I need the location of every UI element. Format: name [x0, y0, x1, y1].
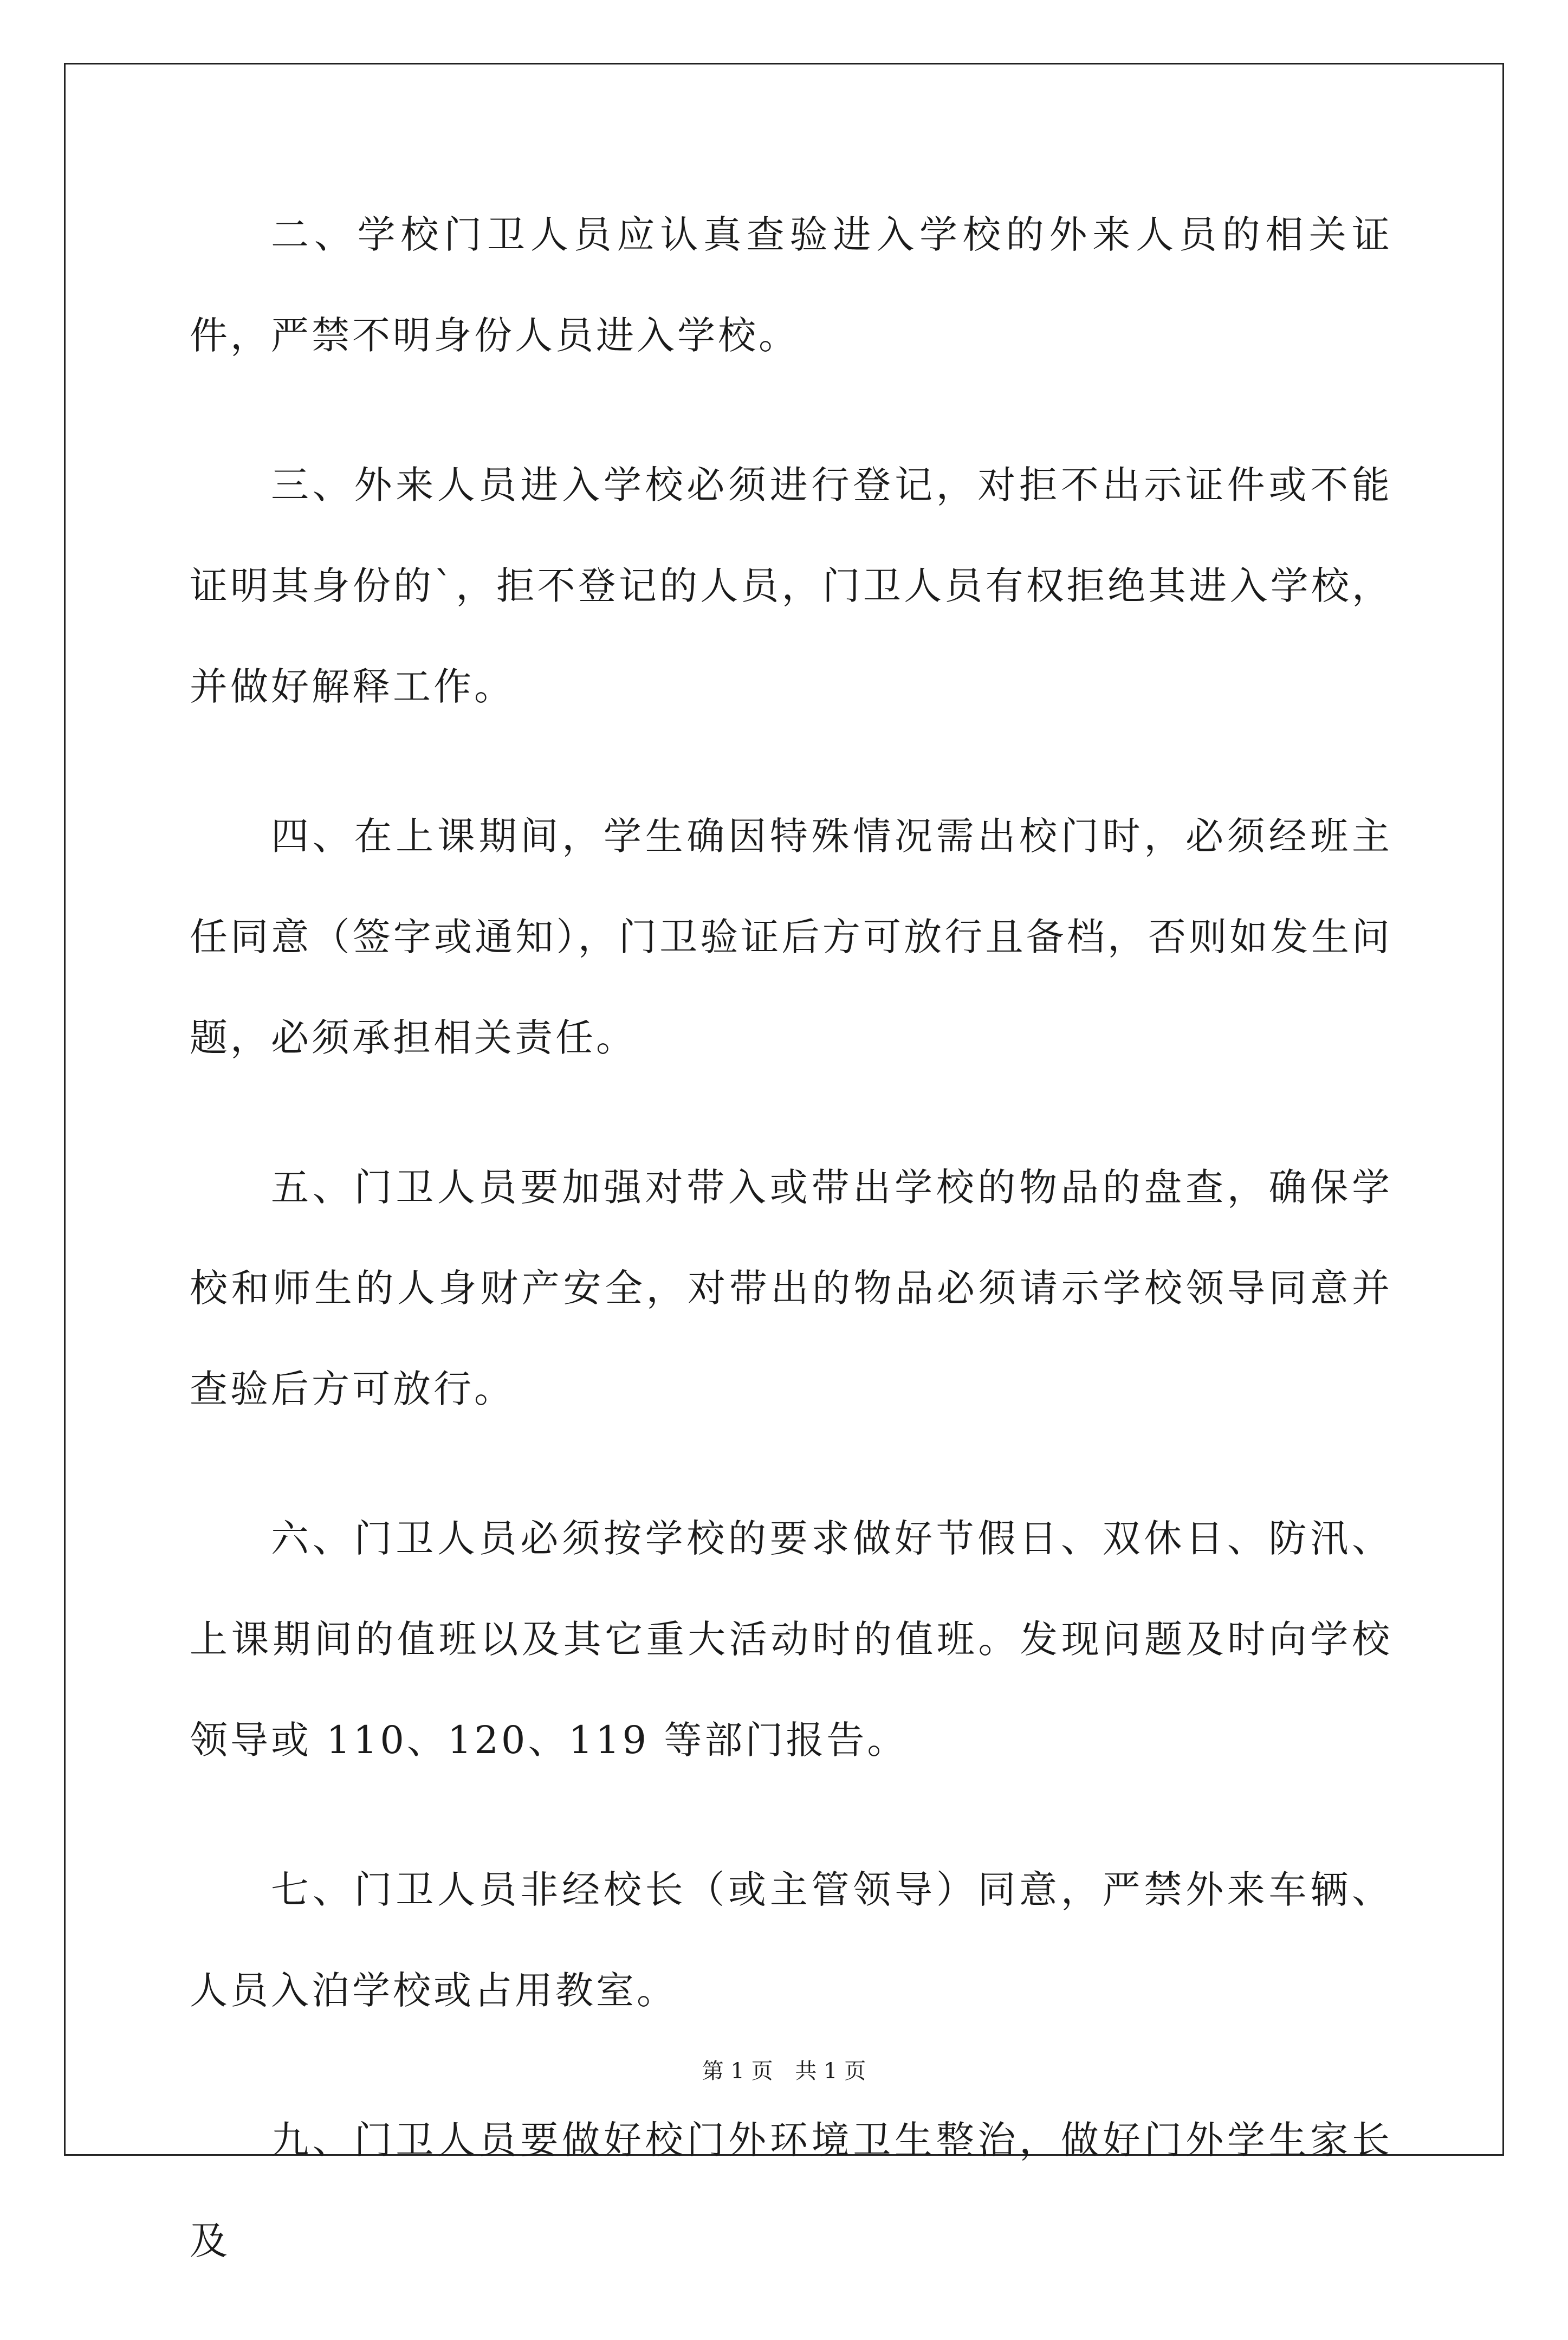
paragraph-7: 七、门卫人员非经校长（或主管领导）同意，严禁外来车辆、人员入泊学校或占用教室。 — [190, 1867, 1392, 2013]
paragraph-4: 四、在上课期间，学生确因特殊情况需出校门时，必须经班主任同意（签字或通知），门卫验证后方可放行且备档，否则如发生问题，必须承担相关责任。 — [190, 814, 1392, 1060]
paragraph-9: 九、门卫人员要做好校门外环境卫生整治，做好门外学生家长及 — [190, 2118, 1392, 2263]
paragraph-3: 三、外来人员进入学校必须进行登记，对拒不出示证件或不能证明其身份的`，拒不登记的人员，门卫人员有权拒绝其进入学校，并做好解释工作。 — [190, 463, 1392, 709]
paragraph-6: 六、门卫人员必须按学校的要求做好节假日、双休日、防汛、上课期间的值班以及其它重大活动时的值班。发现问题及时向学校领导或 110、120、119 等部门报告。 — [190, 1516, 1392, 1762]
page-number-current: 第 1 页 — [702, 2059, 773, 2084]
page-footer — [0, 2054, 1568, 2085]
paragraph-2: 二、学校门卫人员应认真查验进入学校的外来人员的相关证件，严禁不明身份人员进入学校。 — [190, 212, 1392, 358]
page-number-total: 共 1 页 — [795, 2059, 866, 2084]
document-body — [190, 184, 1392, 2340]
paragraph-5: 五、门卫人员要加强对带入或带出学校的物品的盘查，确保学校和师生的人身财产安全，对带出的物品必须请示学校领导同意并查验后方可放行。 — [190, 1165, 1392, 1411]
